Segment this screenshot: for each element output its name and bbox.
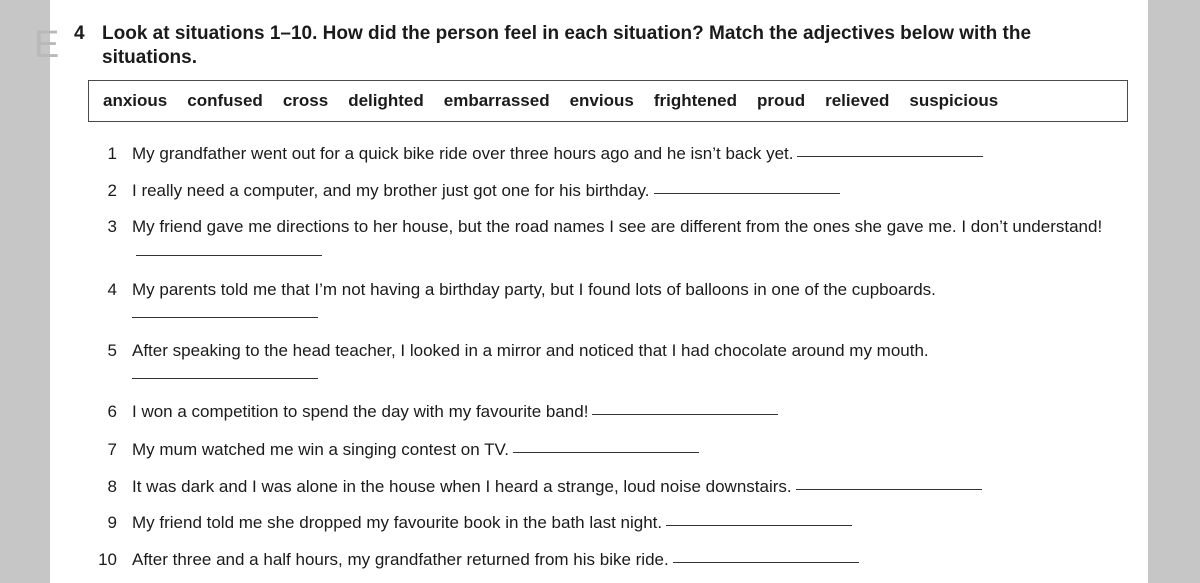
adjective-word: proud <box>756 91 806 110</box>
answer-blank[interactable] <box>513 451 699 453</box>
situation-number: 5 <box>107 341 117 360</box>
situation-text: My mum watched me win a singing contest on TV. <box>132 440 510 459</box>
situation-text: My friend told me she dropped my favourite book in the bath last night. <box>132 513 663 532</box>
adjective-word: confused <box>187 91 263 110</box>
adjective-word: delighted <box>348 91 424 110</box>
adjective-word: envious <box>569 91 634 110</box>
situation-number: 3 <box>107 217 117 236</box>
situation-text: My grandfather went out for a quick bike ride over three hours ago and he isn’t back yet. <box>132 144 794 163</box>
situation-number: 6 <box>107 402 117 421</box>
adjective-word: embarrassed <box>443 91 550 110</box>
situation-number: 10 <box>98 550 117 569</box>
situation-text: After three and a half hours, my grandfather returned from his bike ride. <box>132 550 669 569</box>
situation-number: 4 <box>107 280 117 299</box>
situation-text: I won a competition to spend the day with my favourite band! <box>132 402 589 421</box>
situation-number: 2 <box>107 181 117 200</box>
adjective-word: frightened <box>653 91 737 110</box>
answer-blank[interactable] <box>666 524 852 526</box>
situation-text: After speaking to the head teacher, I looked in a mirror and noticed that I had chocolate around my mouth. <box>132 341 929 360</box>
situation-number: 1 <box>107 144 117 163</box>
situation-list <box>50 0 1148 583</box>
answer-blank[interactable] <box>796 488 982 490</box>
situation-number: 7 <box>107 440 117 459</box>
answer-blank[interactable] <box>673 561 859 563</box>
previous-page-letter: E <box>34 24 60 66</box>
answer-blank[interactable] <box>797 155 983 157</box>
adjective-word: relieved <box>825 91 890 110</box>
answer-blank[interactable] <box>654 192 840 194</box>
situation-number: 9 <box>107 513 117 532</box>
situation-text: I really need a computer, and my brother just got one for his birthday. <box>132 181 650 200</box>
answer-blank[interactable] <box>592 413 778 415</box>
exercise-instruction: Look at situations 1–10. How did the person feel in each situation? Match the adjectives below with the situations. <box>102 23 1032 68</box>
adjective-word: anxious <box>103 91 168 110</box>
answer-blank[interactable] <box>132 364 318 379</box>
adjective-word: suspicious <box>909 91 999 110</box>
situation-text: It was dark and I was alone in the house when I heard a strange, loud noise downstairs. <box>132 477 792 496</box>
adjective-word: cross <box>282 91 329 110</box>
answer-blank[interactable] <box>132 303 318 318</box>
situation-number: 8 <box>107 477 117 496</box>
answer-blank[interactable] <box>136 254 322 256</box>
worksheet-page <box>34 0 1148 583</box>
situation-text: My friend gave me directions to her house, but the road names I see are different from the ones she gave me. I don’t understand! <box>132 217 1103 236</box>
situation-text: My parents told me that I’m not having a birthday party, but I found lots of balloons in one of the cupboards. <box>132 280 936 299</box>
exercise-number: 4 <box>74 23 85 44</box>
